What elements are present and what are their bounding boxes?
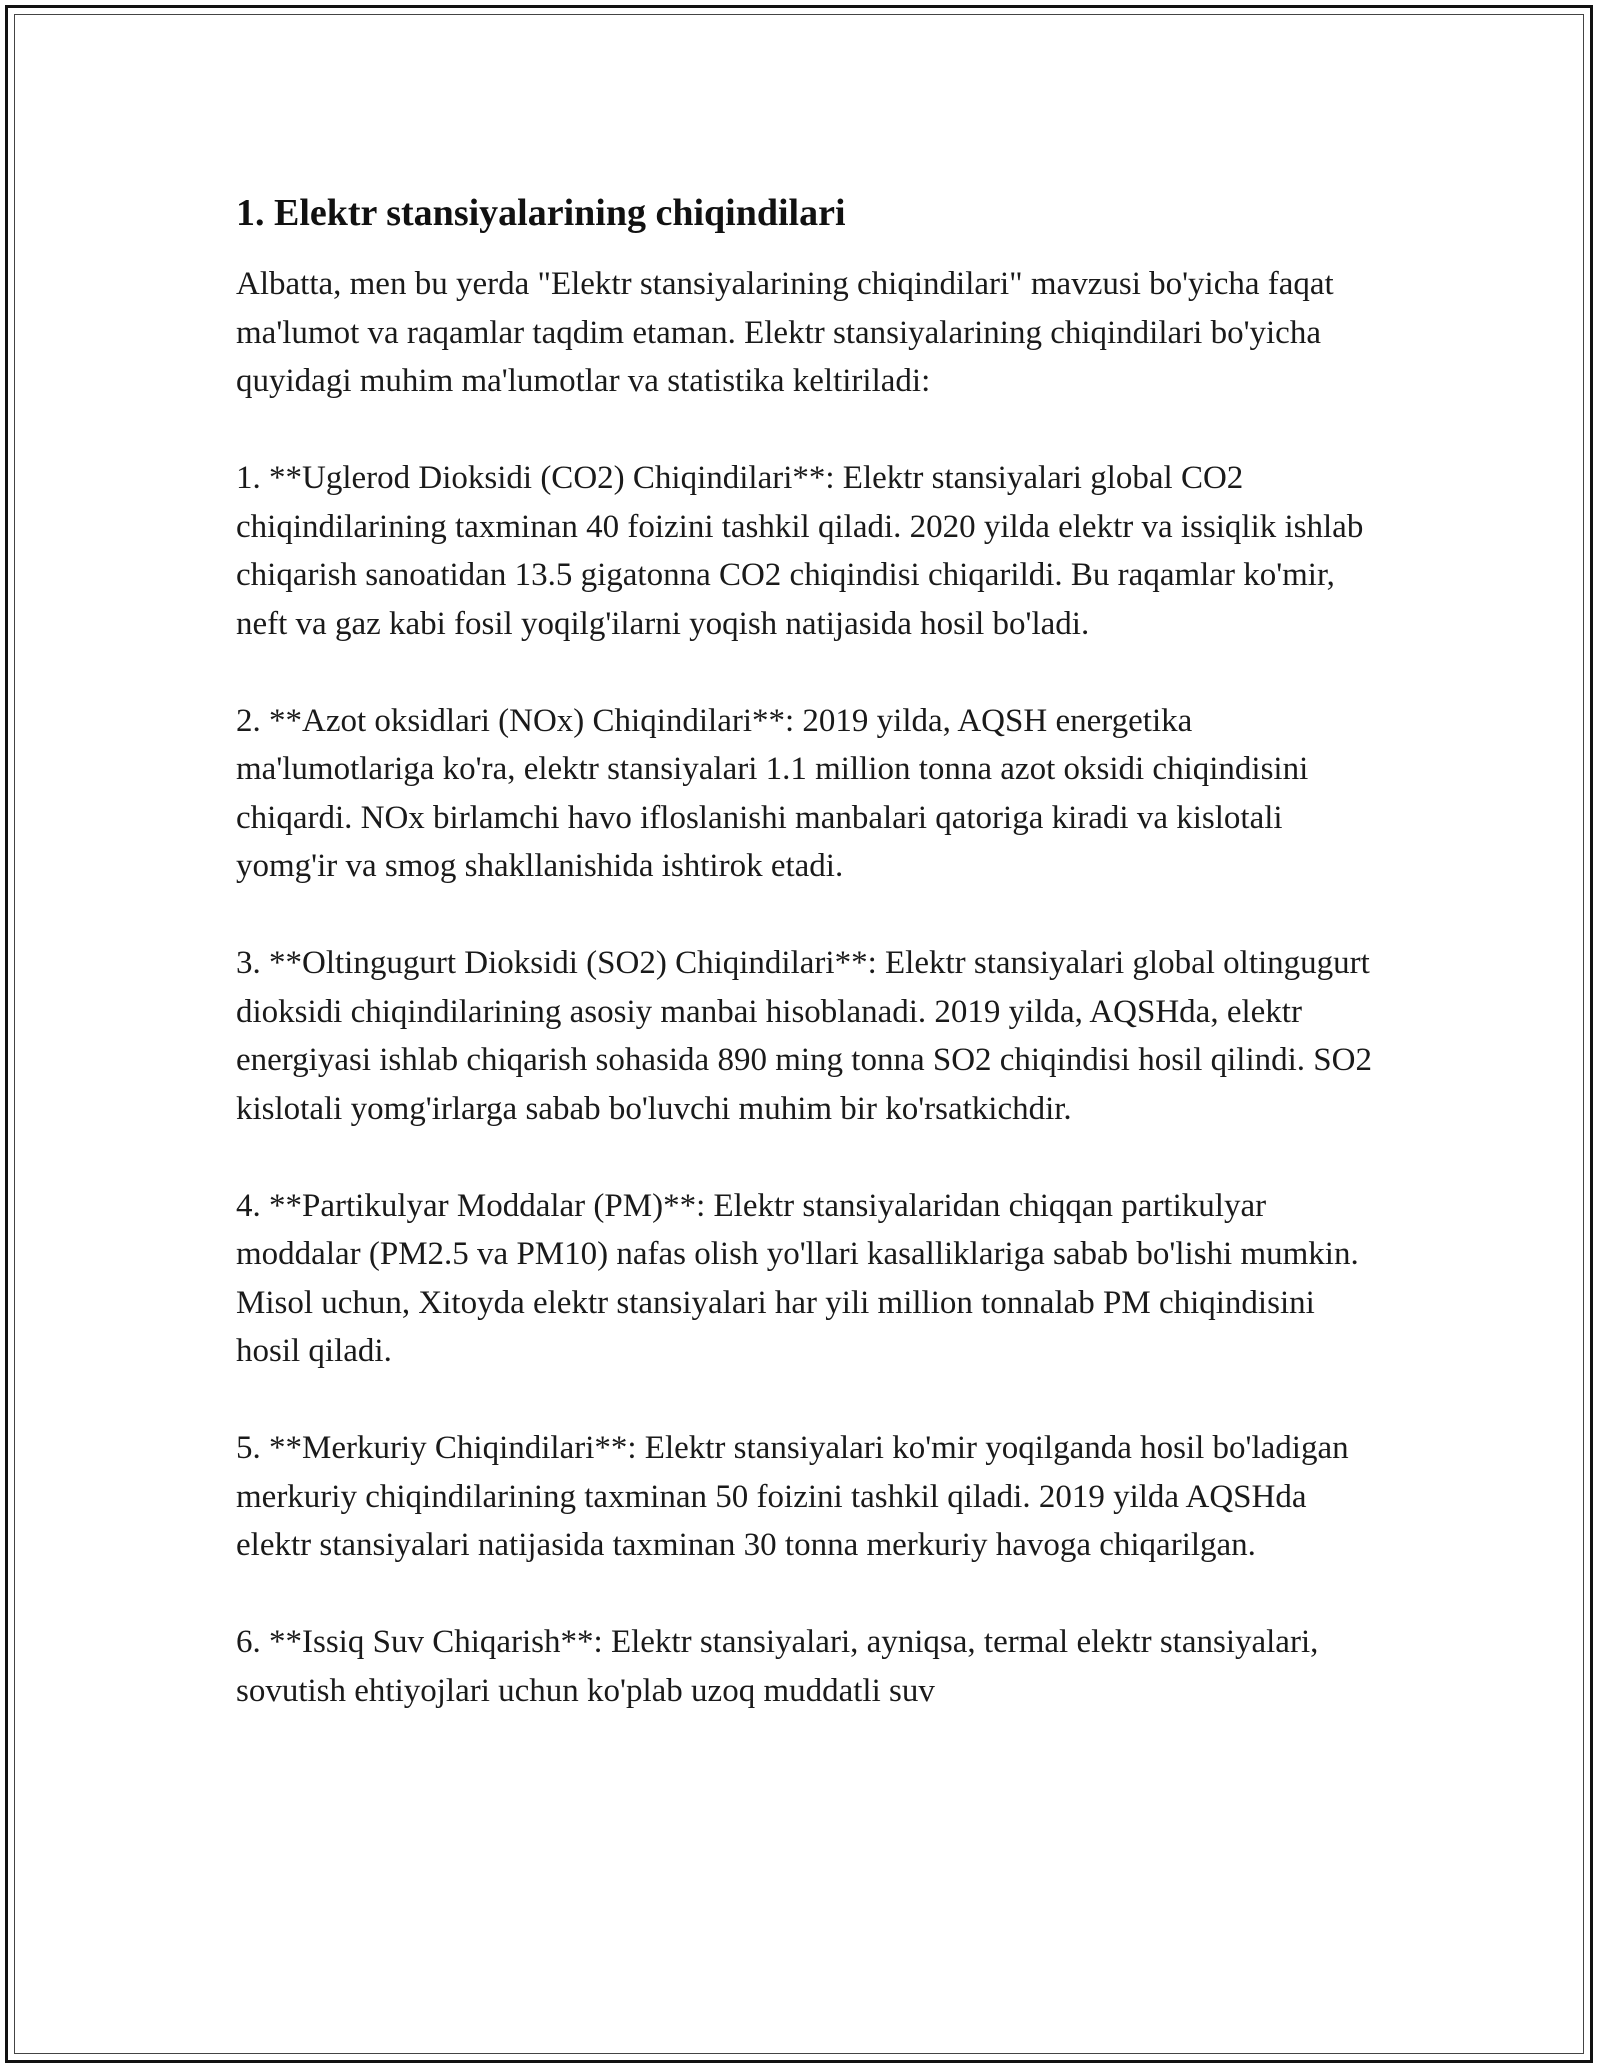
- section-heading: 1. Elektr stansiyalarining chiqindilari: [236, 192, 846, 234]
- item-co2: 1. **Uglerod Dioksidi (CO2) Chiqindilari**: Elektr stansiyalari global CO2 chiqindilarining taxminan 40 foizini tashkil qiladi. 2020 yilda elektr va issiqlik ishlab chiqarish sanoatidan 13.5 gigatonna CO2 chiqindisi chiqarildi. Bu raqamlar ko'mir, neft va gaz kabi fosil yoqilg'ilarni yoqish natijasida hosil bo'ladi.: [236, 460, 1364, 642]
- item-hot-water: 6. **Issiq Suv Chiqarish**: Elektr stansiyalari, ayniqsa, termal elektr stansiyalari, sovutish ehtiyojlari uchun ko'plab uzoq muddatli suv: [236, 1624, 1319, 1709]
- intro-paragraph: Albatta, men bu yerda "Elektr stansiyalarining chiqindilari" mavzusi bo'yicha faqat ma'lumot va raqamlar taqdim etaman. Elektr stansiyalarining chiqindilari bo'yicha quyidagi muhim ma'lumotlar va statistika keltiriladi:: [236, 266, 1334, 399]
- item-nox: 2. **Azot oksidlari (NOx) Chiqindilari**: 2019 yilda, AQSH energetika ma'lumotlariga ko'ra, elektr stansiyalari 1.1 million tonna azot oksidi chiqindisini chiqardi. NOx birlamchi havo ifloslanishi manbalari qatoriga kiradi va kislotali yomg'ir va smog shakllanishida ishtirok etadi.: [236, 702, 1309, 884]
- item-so2: 3. **Oltingugurt Dioksidi (SO2) Chiqindilari**: Elektr stansiyalari global oltingugurt dioksidi chiqindilarining asosiy manbai hisoblanadi. 2019 yilda, AQSHda, elektr energiyasi ishlab chiqarish sohasida 890 ming tonna SO2 chiqindisi hosil qilindi. SO2 kislotali yomg'irlarga sabab bo'luvchi muhim bir ko'rsatkichdir.: [236, 945, 1372, 1127]
- item-mercury: 5. **Merkuriy Chiqindilari**: Elektr stansiyalari ko'mir yoqilganda hosil bo'ladigan merkuriy chiqindilarining taxminan 50 foizini tashkil qiladi. 2019 yilda AQSHda elektr stansiyalari natijasida taxminan 30 tonna merkuriy havoga chiqarilgan.: [236, 1430, 1349, 1563]
- document-body: [236, 188, 1376, 1715]
- item-pm: 4. **Partikulyar Moddalar (PM)**: Elektr stansiyalaridan chiqqan partikulyar moddalar (PM2.5 va PM10) nafas olish yo'llari kasalliklariga sabab bo'lishi mumkin. Misol uchun, Xitoyda elektr stansiyalari har yili million tonnalab PM chiqindisini hosil qiladi.: [236, 1187, 1359, 1369]
